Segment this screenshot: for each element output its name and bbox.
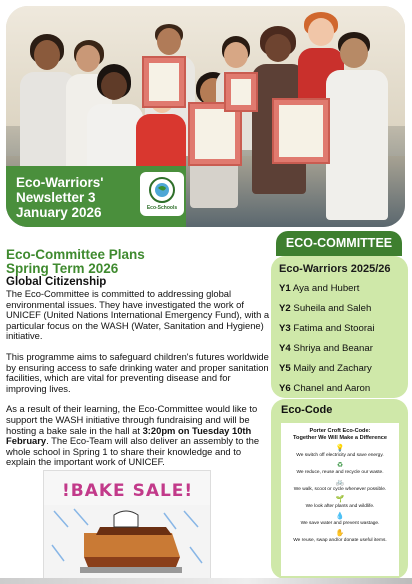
eco-committee-header: ECO-COMMITTEE: [276, 231, 402, 256]
certificate: [224, 72, 258, 112]
eco-code-title: Eco-Code: [281, 404, 333, 416]
hand-icon: ✋: [335, 530, 345, 537]
newsletter-title-line: January 2026: [16, 205, 102, 220]
eco-code-panel: [271, 399, 408, 579]
article: [6, 248, 270, 468]
bake-sale-poster-title: !BAKE SALE!: [62, 481, 194, 501]
eco-code-item: 💡 We switch off electricity and save energy.: [281, 444, 399, 459]
eco-schools-label: Eco-Schools: [146, 205, 178, 211]
committee-member-row: Y5 Maily and Zachary: [279, 363, 372, 374]
newsletter-title-box: [6, 166, 186, 227]
newsletter-title-line: Newsletter 3: [16, 190, 96, 205]
certificate: [142, 56, 186, 108]
article-paragraph: The Eco-Committee is committed to addressing global environmental issues. They have investigated the work of UNICEF (United Nations International Emergency Fund), with a particular focus on the WASH (Water, Sanitation and Hygiene) initiative.: [6, 288, 270, 342]
eco-code-card-heading: Together We Will Make a Difference: [293, 435, 387, 441]
committee-member-row: Y1 Aya and Hubert: [279, 283, 360, 294]
eco-schools-globe-icon: [143, 175, 181, 205]
committee-member-row: Y2 Suheila and Saleh: [279, 303, 372, 314]
water-drop-icon: 💧: [335, 513, 345, 520]
eco-code-item: 🚲 We walk, scoot or cycle whenever possible.: [281, 478, 399, 493]
certificate: [272, 98, 330, 164]
cake-drawing-icon: [44, 505, 211, 584]
article-heading: Spring Term 2026: [6, 261, 119, 276]
page-bottom-edge: [0, 578, 412, 584]
eco-committee-panel: [271, 256, 408, 398]
eco-committee-title: Eco-Warriors 2025/26: [279, 263, 391, 275]
article-paragraph: As a result of their learning, the Eco-Committee would like to support the WASH initiative through fundraising and will be hosting a bake sale in the hall at 3:20pm on Tuesday 10th February. The Eco-Team will also deliver an assembly to the whole school in Spring 1 to share their knowledge and to explain the important work of UNICEF.: [6, 403, 260, 468]
committee-member-row: Y4 Shriya and Beanar: [279, 343, 373, 354]
committee-member-row: Y6 Chanel and Aaron: [279, 383, 371, 394]
bake-sale-poster: [43, 470, 211, 584]
lightbulb-icon: 💡: [335, 445, 345, 452]
article-paragraph: This programme aims to safeguard children's futures worldwide by ensuring access to safe drinking water and proper sanitation facilities, which are vital for preventing disease and for improving lives.: [6, 350, 269, 394]
eco-code-item: 💧 We save water and prevent wastage.: [281, 512, 399, 527]
plant-icon: 🌱: [335, 496, 345, 503]
article-subheading: Global Citizenship: [6, 276, 107, 288]
recycle-icon: ♻: [336, 462, 344, 469]
article-heading: Eco-Committee Plans: [6, 247, 145, 262]
eco-code-item: ♻ We reduce, reuse and recycle our waste.: [281, 461, 399, 476]
eco-code-item: ✋ We reuse, swap and/or donate useful items.: [281, 529, 399, 544]
eco-schools-logo: [140, 172, 184, 216]
eco-code-card: [281, 423, 399, 576]
bicycle-icon: 🚲: [335, 479, 345, 486]
eco-code-item: 🌱 We look after plants and wildlife.: [281, 495, 399, 510]
bake-sale-time: 3:20pm on Tuesday 10th February: [6, 424, 252, 447]
newsletter-title-line: Eco-Warriors': [16, 175, 104, 190]
committee-member-row: Y3 Fatima and Stoorai: [279, 323, 375, 334]
eco-code-card-heading: Porter Croft Eco-Code:: [309, 428, 371, 434]
